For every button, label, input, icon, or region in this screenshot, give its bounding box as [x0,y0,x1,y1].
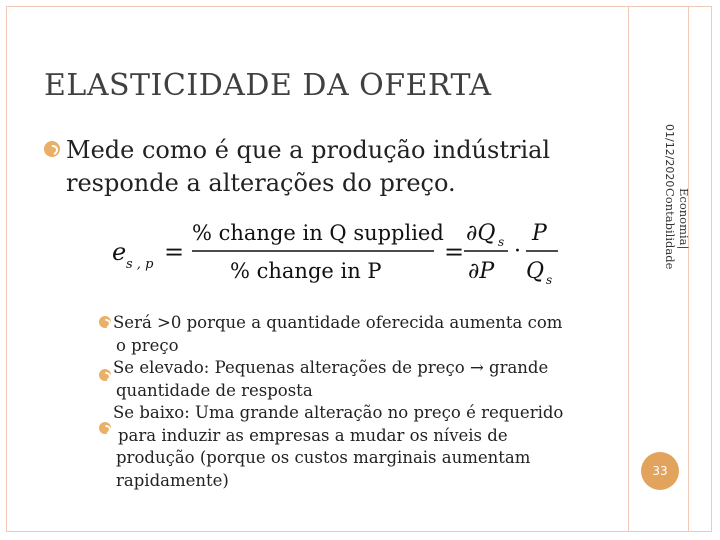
ratio-numerator: P [532,221,547,246]
formula-equals: = [444,238,465,266]
partial-numerator: ∂Q [466,221,496,246]
main-bullet-line: Mede como é que a produção indústrial [66,136,551,164]
formula-equals: = [164,238,185,266]
sub-bullet-line: produção (porque os custos marginais aumentam [116,448,531,467]
elasticity-formula [112,216,562,286]
sub-bullet-line: Se baixo: Uma grande alteração no preço é requerido [113,403,564,422]
main-bullet-line: responde a alterações do preço. [66,169,456,197]
bullet-icon [99,369,111,381]
ratio-denominator-sub: s [546,273,553,286]
bullet-icon [99,422,111,434]
partial-numerator-sub: s [498,235,505,249]
divider-line [628,6,629,532]
formula-denominator: % change in P [230,259,382,283]
multiply-dot: · [514,239,521,264]
sub-bullet-line: quantidade de resposta [116,380,313,400]
formula-numerator: % change in Q supplied [192,221,444,245]
formula-lhs: e [112,238,127,266]
bullet-icon [44,141,60,157]
sub-bullet-line: Se elevado: Pequenas alterações de preço → grande [113,358,549,377]
sub-bullet-line: o preço [116,335,179,355]
formula-lhs-sub: s , p [126,257,154,272]
slide-title: ELASTICIDADE DA OFERTA [44,68,492,103]
partial-denominator: ∂P [468,259,495,284]
arrow-icon: → [469,358,484,377]
sub-bullet-line: Será >0 porque a quantidade oferecida aumenta com [113,313,563,332]
page-number-badge: 33 [641,452,679,490]
ratio-denominator: Q [526,259,545,284]
slide-date: 01/12/2020 [663,124,676,188]
main-bullet-text [66,134,626,200]
sub-bullet-line: para induzir as empresas a mudar os níveis de [118,425,508,445]
sub-bullet-line: rapidamente) [116,470,229,490]
side-footer [663,124,689,334]
sub-bullet-list [113,312,623,492]
slide-organization: Economia| Contabilidade [663,188,691,270]
bullet-icon [99,316,111,328]
